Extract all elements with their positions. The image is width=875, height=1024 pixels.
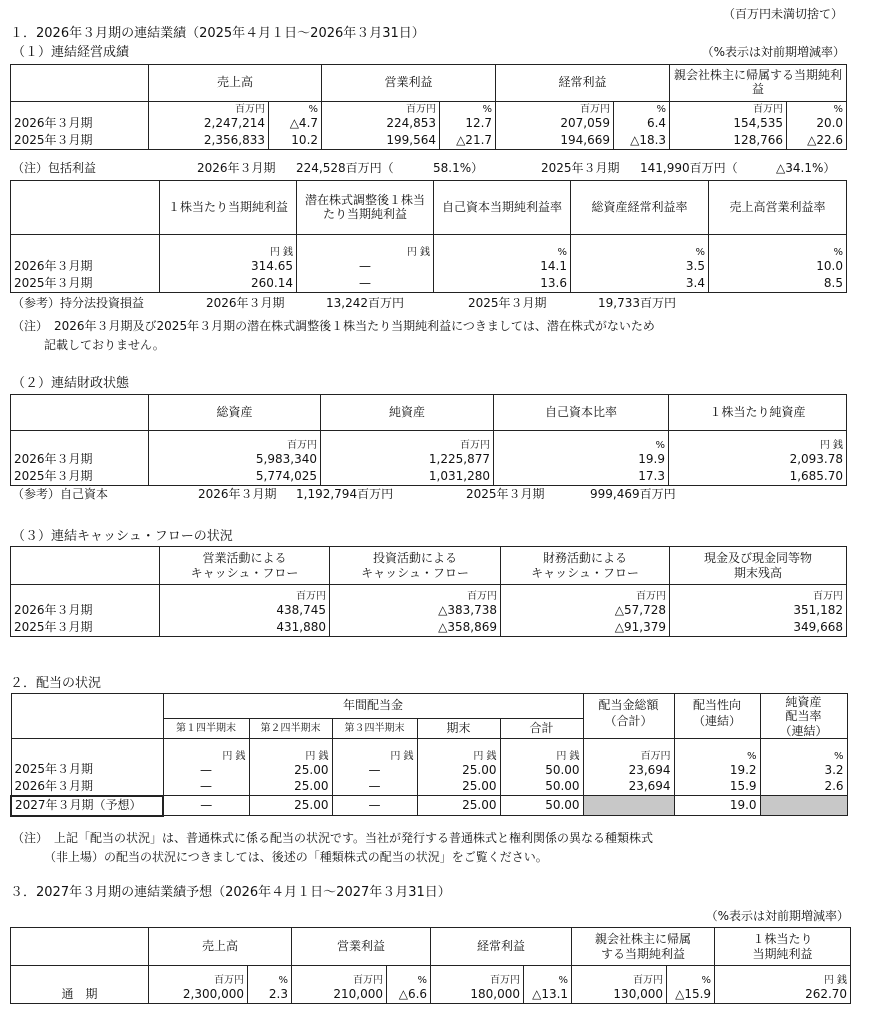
unit: 円 銭 [556, 750, 580, 762]
header-operating-cf-2: キャッシュ・フロー [190, 565, 299, 580]
cell: 19.2 [729, 762, 757, 777]
row-label-forecast: 2027年３月期（予想） [11, 796, 163, 816]
unit: 百万円 [640, 750, 671, 762]
diluted-eps-note-line1: （注） 2026年３月期及び2025年３月期の潜在株式調整後１株当たり当期純利益につきましては、潜在株式がないため [12, 319, 655, 333]
equity-method-period-2: 2025年３月期 [468, 296, 547, 310]
cell: — [163, 796, 249, 816]
equity-method-value-2: 19,733百万円 [598, 296, 676, 310]
row-label: 2025年３月期 [14, 469, 93, 484]
cell: △57,728 [614, 603, 666, 618]
cash-flow-heading: （３）連結キャッシュ・フローの状況 [12, 529, 233, 544]
cell: — [359, 276, 371, 291]
unit: 円 銭 [390, 750, 414, 762]
cell: △4.7 [289, 116, 319, 131]
cell-empty [760, 796, 847, 816]
unit: % [482, 104, 493, 116]
equity-ref-label: （参考）自己資本 [12, 487, 109, 501]
cell: 50.00 [500, 796, 583, 816]
equity-ref-value-1: 1,192,794百万円 [296, 487, 394, 501]
row-label: 2026年３月期 [14, 259, 93, 274]
forecast-header-eps-2: 当期純利益 [752, 946, 813, 961]
cell-empty [583, 796, 674, 816]
unit: 円 銭 [269, 247, 293, 259]
equity-method-label: （参考）持分法投資損益 [12, 296, 145, 310]
row-label: 2025年３月期 [14, 762, 94, 777]
header-operating-cf-1: 営業活動による [202, 551, 287, 566]
unit: 百万円 [296, 591, 326, 603]
cell: 180,000 [470, 987, 521, 1002]
truncation-note: （百万円未満切捨て） [722, 7, 843, 21]
unit: 百万円 [636, 591, 666, 603]
cell: 25.00 [294, 779, 329, 794]
unit: 円 銭 [305, 750, 329, 762]
row-label: 2025年３月期 [14, 133, 93, 148]
comprehensive-change-2: △34.1%） [776, 161, 836, 175]
header-doe-2: 配当率 [785, 709, 822, 724]
forecast-row-label: 通 期 [61, 987, 98, 1002]
header-operating-margin: 売上高営業利益率 [709, 181, 847, 235]
cell: 260.14 [251, 276, 293, 291]
header-year-end: 期末 [417, 719, 500, 739]
cell: 207,059 [560, 116, 611, 131]
cell: 2,247,214 [203, 116, 265, 131]
operating-results-heading: （１）連結経営成績 [12, 45, 130, 60]
cell: 351,182 [793, 603, 843, 618]
forecast-header-net-2: する当期純利益 [601, 946, 686, 961]
cell: 50.00 [545, 779, 580, 794]
cell: 8.5 [823, 276, 843, 291]
cell: 262.70 [805, 987, 848, 1002]
header-total: 合計 [500, 719, 583, 739]
unit: 百万円 [580, 104, 611, 116]
unit: % [417, 975, 428, 987]
financial-position-table [10, 394, 847, 486]
cell: 5,983,340 [255, 452, 317, 467]
header-roe: 自己資本当期純利益率 [434, 181, 571, 235]
forecast-header-eps-1: １株当たり [752, 932, 813, 947]
header-financing-cf-2: キャッシュ・フロー [531, 565, 639, 580]
unit: 円 銭 [222, 750, 246, 762]
header-bps: １株当たり純資産 [669, 395, 847, 431]
cell: 17.3 [638, 469, 665, 484]
header-q3: 第３四半期末 [332, 719, 417, 739]
comprehensive-value-1: 224,528百万円（ [296, 161, 394, 175]
cell: 25.00 [249, 796, 332, 816]
cell: 2,093.78 [789, 452, 843, 467]
cell: 19.9 [638, 452, 665, 467]
header-q1: 第１四半期末 [163, 719, 249, 739]
cell: 130,000 [613, 987, 664, 1002]
unit: 百万円 [406, 104, 437, 116]
row-label: 2026年３月期 [14, 116, 93, 131]
header-payout-2: （連結） [693, 713, 742, 728]
unit: 百万円 [633, 975, 664, 987]
comprehensive-period-2: 2025年３月期 [541, 161, 620, 175]
header-annual-dividend: 年間配当金 [163, 694, 583, 719]
header-operating-income: 営業利益 [322, 65, 496, 102]
cell: 154,535 [733, 116, 784, 131]
header-doe-1: 純資産 [785, 695, 822, 709]
cell: — [368, 779, 381, 794]
row-label: 2026年３月期 [14, 603, 93, 618]
unit: % [747, 750, 757, 762]
cell: △383,738 [438, 603, 497, 618]
unit: 円 銭 [819, 440, 843, 452]
unit: 百万円 [490, 975, 521, 987]
cell: 438,745 [276, 603, 326, 618]
header-net-income: 親会社株主に帰属する当期純利益 [670, 65, 847, 102]
dividends-table [10, 693, 848, 817]
unit: 百万円 [467, 591, 497, 603]
header-doe-3: （連結） [779, 723, 828, 738]
diluted-eps-note-line2: 記載しておりません。 [44, 338, 165, 352]
cell: 2.6 [824, 779, 844, 794]
header-q2: 第２四半期末 [249, 719, 332, 739]
cell: 128,766 [733, 133, 784, 148]
cell: 10.0 [816, 259, 843, 274]
unit: 円 銭 [473, 750, 497, 762]
operating-results-table [10, 64, 847, 150]
unit: % [308, 104, 319, 116]
unit: % [695, 247, 705, 259]
forecast-heading: ３．2027年３月期の連結業績予想（2026年４月１日～2027年３月31日） [10, 885, 451, 900]
cell: △13.1 [532, 987, 569, 1002]
equity-ref-period-2: 2025年３月期 [466, 487, 545, 501]
cell: 199,564 [386, 133, 437, 148]
cell: 1,225,877 [428, 452, 490, 467]
pct-note: （%表示は対前期増減率） [701, 45, 845, 59]
cell: — [359, 259, 371, 274]
dividend-note-line2: （非上場）の配当の状況につきましては、後述の「種類株式の配当の状況」をご覧ください。 [44, 850, 548, 864]
unit: % [558, 975, 569, 987]
equity-ref-value-2: 999,469百万円 [590, 487, 676, 501]
cell: 6.4 [646, 116, 667, 131]
section1-heading: １．2026年３月期の連結業績（2025年４月１日～2026年３月31日） [10, 26, 425, 41]
unit: % [656, 104, 667, 116]
header-total-dividend-1: 配当金総額 [598, 698, 659, 712]
header-roa: 総資産経常利益率 [571, 181, 709, 235]
header-ordinary-income: 経常利益 [496, 65, 670, 102]
cell: △18.3 [630, 133, 667, 148]
cell: 349,668 [793, 620, 843, 635]
header-total-dividend-2: （合計） [604, 713, 653, 728]
per-share-table [10, 180, 847, 293]
forecast-pct-note: （%表示は対前期増減率） [705, 909, 849, 923]
comprehensive-change-1: 58.1%） [433, 161, 484, 175]
row-label: 2025年３月期 [14, 276, 93, 291]
cell: 2.3 [268, 987, 289, 1002]
header-payout-1: 配当性向 [693, 698, 742, 712]
cell: — [332, 796, 417, 816]
equity-ref-period-1: 2026年３月期 [198, 487, 277, 501]
cell: 23,694 [628, 762, 671, 777]
comprehensive-period-1: 2026年３月期 [197, 161, 276, 175]
header-financing-cf-1: 財務活動による [542, 551, 627, 566]
cell: 210,000 [333, 987, 384, 1002]
cell: — [200, 762, 212, 777]
forecast-header-ordinary: 経常利益 [431, 928, 572, 966]
unit: % [833, 104, 844, 116]
unit: 百万円 [813, 591, 843, 603]
row-label: 2025年３月期 [14, 620, 93, 635]
cell: △22.6 [807, 133, 844, 148]
equity-method-value-1: 13,242百万円 [326, 296, 404, 310]
cell: 19.0 [674, 796, 760, 816]
forecast-header-net-1: 親会社株主に帰属 [595, 932, 692, 947]
cell: 25.00 [294, 762, 329, 777]
unit: 百万円 [753, 104, 784, 116]
cell: △358,869 [438, 620, 497, 635]
row-label: 2026年３月期 [14, 778, 94, 793]
financial-position-heading: （２）連結財政状態 [12, 376, 130, 391]
unit: % [278, 975, 289, 987]
header-cash-end-2: 期末残高 [733, 565, 782, 580]
header-net-assets: 純資産 [321, 395, 494, 431]
forecast-table [10, 927, 851, 1004]
header-investing-cf-2: キャッシュ・フロー [361, 565, 469, 580]
cell: 3.4 [685, 276, 705, 291]
cell: 1,031,280 [428, 469, 490, 484]
cell: 314.65 [251, 259, 293, 274]
comprehensive-value-2: 141,990百万円（ [640, 161, 738, 175]
cell: 1,685.70 [789, 469, 843, 484]
row-label: 2026年３月期 [14, 452, 93, 467]
cell: — [368, 762, 381, 777]
cell: 431,880 [276, 620, 326, 635]
cell: △21.7 [456, 133, 493, 148]
unit: 百万円 [287, 440, 317, 452]
equity-method-period-1: 2026年３月期 [206, 296, 285, 310]
cell: 13.6 [540, 276, 567, 291]
header-eps: １株当たり当期純利益 [160, 181, 297, 235]
cell: △91,379 [614, 620, 666, 635]
cell: 50.00 [545, 762, 580, 777]
cell: 23,694 [628, 779, 671, 794]
unit: 百万円 [353, 975, 384, 987]
forecast-header-operating: 営業利益 [292, 928, 431, 966]
dividend-note-line1: （注） 上記「配当の状況」は、普通株式に係る配当の状況です。当社が発行する普通株式と権利関係の異なる種類株式 [12, 831, 654, 845]
header-equity-ratio: 自己資本比率 [494, 395, 669, 431]
cell: 3.2 [824, 762, 844, 777]
dividends-heading: ２．配当の状況 [10, 676, 102, 691]
cash-flow-table [10, 546, 847, 637]
cell: 194,669 [560, 133, 611, 148]
unit: 円 銭 [823, 975, 848, 987]
cell: 25.00 [417, 796, 500, 816]
cell: 5,774,025 [255, 469, 317, 484]
cell: 2,356,833 [203, 133, 265, 148]
unit: 円 銭 [406, 247, 430, 259]
header-total-assets: 総資産 [149, 395, 321, 431]
unit: 百万円 [460, 440, 490, 452]
cell: 20.0 [816, 116, 844, 131]
header-diluted-eps: 潜在株式調整後１株当たり当期純利益 [297, 181, 434, 235]
cell: 10.2 [291, 133, 319, 148]
unit: % [834, 750, 844, 762]
cell: — [200, 779, 212, 794]
unit: 百万円 [235, 104, 265, 116]
cell: 224,853 [386, 116, 437, 131]
cell: △6.6 [398, 987, 428, 1002]
unit: 百万円 [214, 975, 244, 987]
header-investing-cf-1: 投資活動による [372, 551, 457, 566]
header-cash-end-1: 現金及び現金同等物 [703, 551, 812, 566]
cell: 3.5 [685, 259, 705, 274]
unit: % [655, 440, 665, 452]
cell: 2,300,000 [182, 987, 244, 1002]
unit: % [701, 975, 712, 987]
unit: % [557, 247, 567, 259]
cell: 12.7 [465, 116, 493, 131]
cell: △15.9 [675, 987, 712, 1002]
unit: % [833, 247, 843, 259]
cell: 25.00 [462, 762, 497, 777]
forecast-header-sales: 売上高 [149, 928, 292, 966]
header-sales: 売上高 [149, 65, 322, 102]
cell: 14.1 [540, 259, 567, 274]
cell: 15.9 [729, 779, 757, 794]
cell: 25.00 [462, 779, 497, 794]
comprehensive-income-label: （注）包括利益 [12, 161, 97, 175]
